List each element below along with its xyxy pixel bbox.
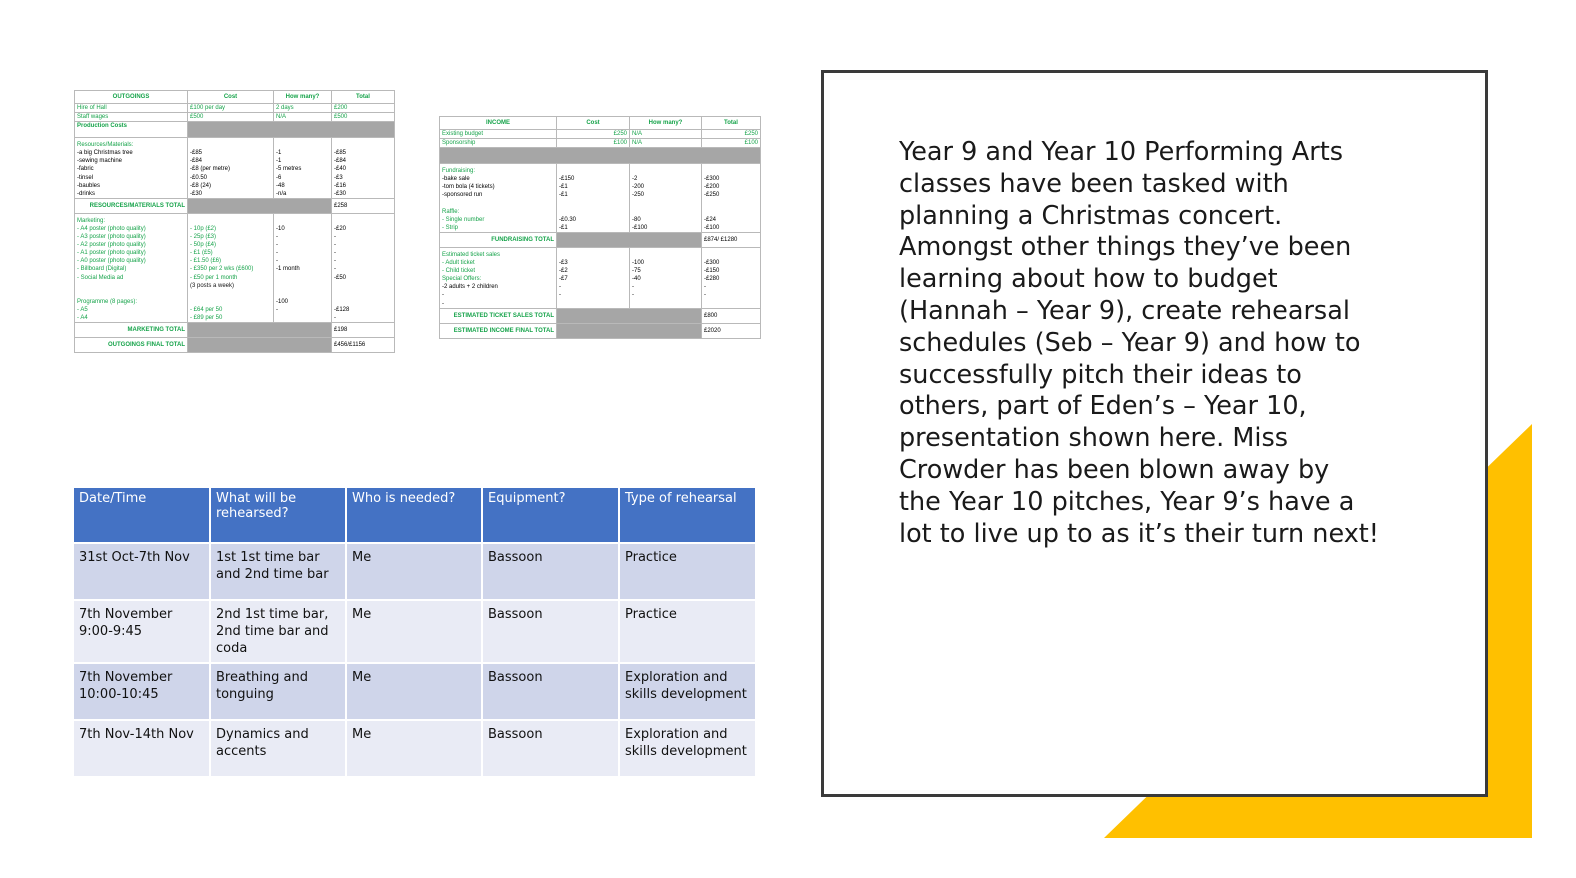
programme-cost: - £64 per 50 [190,306,223,313]
fundraising-item: -tom bola (4 tickets) [442,184,495,191]
tickets-item: - [442,292,444,299]
date-cell: 7th November 10:00-10:45 [74,663,210,720]
fundraising-qty: -200 [632,184,645,191]
programme-item: - A4 [77,314,88,321]
fundraising-line-total: -£250 [704,192,720,199]
production-costs-label: Production Costs [75,122,188,138]
fundraising-cost: -£1 [559,192,568,199]
tickets-qty: - [632,292,634,299]
marketing-qty-cell [274,213,332,322]
equipment-cell: Bassoon [482,720,619,776]
raffle-total: -£100 [704,224,720,231]
total-header: Total [702,117,761,130]
marketing-qty: - [276,250,278,257]
marketing-total-value: £198 [332,323,395,338]
outgoings-final-value: £456/£1156 [332,338,395,353]
tickets-cost: - [559,292,561,299]
fundraising-qty: -2 [632,176,638,183]
resource-item: -sewing machine [77,158,123,165]
marketing-cost-note: (3 posts a week) [190,282,235,289]
marketing-cost-cell [188,213,274,322]
fundraising-cost-cell [557,164,630,233]
tickets-line-total: -£280 [704,276,720,283]
who-cell: Me [346,600,482,663]
raffle-item: - Single number [442,216,485,223]
marketing-item: - A3 poster (photo quality) [77,234,146,241]
resource-item: -drinks [77,190,96,197]
hall-cost: £100 per day [188,104,274,113]
total-header: Total [332,91,395,104]
income-final-value: £2020 [702,323,761,338]
fundraising-item: -sponsored run [442,192,483,199]
how-many-header: How many? [630,117,702,130]
grey-band [188,122,395,138]
resource-item: -a big Christmas tree [77,150,133,157]
staff-cost: £500 [188,113,274,122]
tickets-cost-cell [557,247,630,308]
raffle-item: - Strip [442,224,459,231]
tickets-line-total: - [704,284,706,291]
marketing-qty: -1 month [276,266,300,273]
resources-total-cell [332,138,395,199]
marketing-line-total: -£20 [334,225,347,232]
grey-band [557,323,702,338]
what-cell: Breathing and tonguing [210,663,346,720]
resource-qty: -48 [276,182,285,189]
fundraising-total-value: £874/ £1280 [702,232,761,247]
table-row [74,663,755,720]
outgoings-final-label: OUTGOINGS FINAL TOTAL [75,338,188,353]
equipment-cell: Bassoon [482,543,619,600]
rehearsal-schedule-table [74,488,755,776]
raffle-cost: -£1 [559,224,568,231]
marketing-cost: - £1 (£5) [190,250,213,257]
caption-text: Year 9 and Year 10 Performing Arts classes have been tasked with planning a Christmas concert. Amongst other things they’ve been learning about how to budget (Hannah – Year 9), create rehearsal schedules (Seb – Year 9) and how to successfully pitch their ideas to others, part of Eden’s – Year 10, presentation shown here. Miss Crowder has been blown away by the Year 10 pitches, Year 9’s have a lot to live up to as it’s their turn next! [899,137,1380,549]
who-cell: Me [346,543,482,600]
marketing-heading: Marketing: [77,217,106,224]
hall-qty: 2 days [274,104,332,113]
resource-total: -£85 [334,150,347,157]
resource-qty: -1 [276,150,282,157]
resource-item: -tinsel [77,174,94,181]
marketing-cost: - £350 per 2 wks (£600) [190,266,254,273]
type-cell: Practice [619,543,755,600]
grey-band [188,338,332,353]
tickets-line-total: -£150 [704,268,720,275]
marketing-cost: - £1.50 (£6) [190,258,222,265]
caption-box [821,70,1488,797]
type-cell: Exploration and skills development [619,720,755,776]
tickets-cost: -£2 [559,268,568,275]
tickets-items-cell [440,247,557,308]
marketing-cost: - 50p (£4) [190,242,217,249]
fundraising-items-cell [440,164,557,233]
staff-total: £500 [332,113,395,122]
sponsorship-total: £100 [702,139,761,148]
raffle-heading: Raffle: [442,208,460,215]
tickets-qty: - [632,284,634,291]
resource-qty: -n/a [276,190,287,197]
tickets-cost: - [559,284,561,291]
marketing-cost: - £50 per 1 month [190,274,238,281]
who-cell: Me [346,720,482,776]
tickets-line-total: -£300 [704,260,720,267]
fundraising-total-cell [702,164,761,233]
programme-qty: - [276,306,278,313]
resources-total-value: £258 [332,198,395,213]
what-cell: 1st 1st time bar and 2nd time bar [210,543,346,600]
type-cell: Practice [619,600,755,663]
marketing-item: - A4 poster (photo quality) [77,225,146,232]
marketing-total-cell [332,213,395,322]
grey-band [188,323,332,338]
sponsorship-label: Sponsorship [440,139,557,148]
marketing-line-total: - [334,234,336,241]
resources-heading: Resources/Materials: [77,142,134,149]
resource-total: -£16 [334,182,347,189]
tickets-qty: -75 [632,268,641,275]
marketing-cost: - 25p (£3) [190,234,217,241]
tickets-item: Special Offers: [442,276,482,283]
hall-total: £200 [332,104,395,113]
marketing-item: - Social Media ad [77,274,124,281]
who-cell: Me [346,663,482,720]
resources-items-cell [75,138,188,199]
marketing-line-total: - [334,266,336,273]
marketing-total-label: MARKETING TOTAL [75,323,188,338]
equipment-cell: Bassoon [482,663,619,720]
table-row [74,720,755,776]
outgoings-table [74,90,395,353]
tickets-item: -2 adults + 2 children [442,284,498,291]
resource-qty: -6 [276,174,282,181]
what-rehearsed-header: What will be rehearsed? [210,488,346,543]
staff-label: Staff wages [75,113,188,122]
marketing-item: - Billboard (Digital) [77,266,127,273]
date-time-header: Date/Time [74,488,210,543]
resource-total: -£84 [334,158,347,165]
what-cell: Dynamics and accents [210,720,346,776]
grey-band [557,232,702,247]
income-final-label: ESTIMATED INCOME FINAL TOTAL [440,323,557,338]
marketing-qty: - [276,242,278,249]
fundraising-heading: Fundraising: [442,168,476,175]
budget-qty: N/A [630,130,702,139]
marketing-cost: - 10p (£2) [190,225,217,232]
fundraising-line-total: -£200 [704,184,720,191]
grey-band [557,308,702,323]
resource-cost: -£8 (24) [190,182,212,189]
resource-item: -baubles [77,182,101,189]
programme-cost: - £89 per 50 [190,314,223,321]
marketing-line-total: - [334,242,336,249]
tickets-heading: Estimated ticket sales [442,251,501,258]
fundraising-qty: -250 [632,192,645,199]
tickets-cost: -£7 [559,276,568,283]
marketing-line-total: - [334,258,336,265]
date-cell: 31st Oct-7th Nov [74,543,210,600]
tickets-line-total: - [704,292,706,299]
budget-cost: £250 [557,130,630,139]
tickets-qty-cell [630,247,702,308]
fundraising-cost: -£150 [559,176,575,183]
grey-band [188,198,332,213]
type-cell: Exploration and skills development [619,663,755,720]
tickets-item: - Child ticket [442,268,476,275]
tickets-item: - Adult ticket [442,260,475,267]
tickets-total-cell [702,247,761,308]
marketing-qty: -10 [276,225,285,232]
date-cell: 7th November 9:00-9:45 [74,600,210,663]
raffle-qty: -£100 [632,224,648,231]
equipment-cell: Bassoon [482,600,619,663]
tickets-total-label: ESTIMATED TICKET SALES TOTAL [440,308,557,323]
resource-qty: -5 metres [276,166,302,173]
marketing-line-total: -£50 [334,274,347,281]
resource-cost: -£84 [190,158,203,165]
type-header: Type of rehearsal [619,488,755,543]
sponsorship-qty: N/A [630,139,702,148]
resource-total: -£40 [334,166,347,173]
cost-header: Cost [557,117,630,130]
resource-cost: -£8 (per metre) [190,166,231,173]
raffle-total: -£24 [704,216,717,223]
raffle-cost: -£0.30 [559,216,577,223]
fundraising-total-label: FUNDRAISING TOTAL [440,232,557,247]
outgoings-header: OUTGOINGS [75,91,188,104]
equipment-header: Equipment? [482,488,619,543]
marketing-item: - A2 poster (photo quality) [77,242,146,249]
table-row [74,600,755,663]
raffle-qty: -80 [632,216,641,223]
grey-band [440,148,761,164]
how-many-header: How many? [274,91,332,104]
tickets-item: - [442,300,444,307]
resource-item: -fabric [77,166,94,173]
programme-item: - A5 [77,306,88,313]
marketing-item: - A0 poster (photo quality) [77,258,146,265]
tickets-cost: -£3 [559,260,568,267]
fundraising-cost: -£1 [559,184,568,191]
marketing-item: - A1 poster (photo quality) [77,250,146,257]
income-table [439,116,761,339]
resource-cost: -£0.50 [190,174,208,181]
resource-total: -£3 [334,174,343,181]
fundraising-line-total: -£300 [704,176,720,183]
budget-total: £250 [702,130,761,139]
fundraising-qty-cell [630,164,702,233]
resources-total-label: RESOURCES/MATERIALS TOTAL [75,198,188,213]
resource-total: -£30 [334,190,347,197]
budget-label: Existing budget [440,130,557,139]
resources-qty-cell [274,138,332,199]
marketing-line-total: - [334,250,336,257]
programme-total: - [334,314,336,321]
marketing-qty: - [276,258,278,265]
programme-qty: -100 [276,298,289,305]
what-cell: 2nd 1st time bar, 2nd time bar and coda [210,600,346,663]
resource-qty: -1 [276,158,282,165]
marketing-items-cell [75,213,188,322]
marketing-qty: - [276,234,278,241]
cost-header: Cost [188,91,274,104]
fundraising-item: -bake sale [442,176,470,183]
sponsorship-cost: £100 [557,139,630,148]
tickets-qty: -40 [632,276,641,283]
tickets-total-value: £800 [702,308,761,323]
programme-heading: Programme (8 pages): [77,298,138,305]
resource-cost: -£85 [190,150,203,157]
resources-cost-cell [188,138,274,199]
income-header: INCOME [440,117,557,130]
table-row [74,543,755,600]
date-cell: 7th Nov-14th Nov [74,720,210,776]
who-needed-header: Who is needed? [346,488,482,543]
resource-cost: -£30 [190,190,203,197]
staff-qty: N/A [274,113,332,122]
hall-label: Hire of Hall [75,104,188,113]
tickets-qty: -100 [632,260,645,267]
programme-total: -£128 [334,306,350,313]
